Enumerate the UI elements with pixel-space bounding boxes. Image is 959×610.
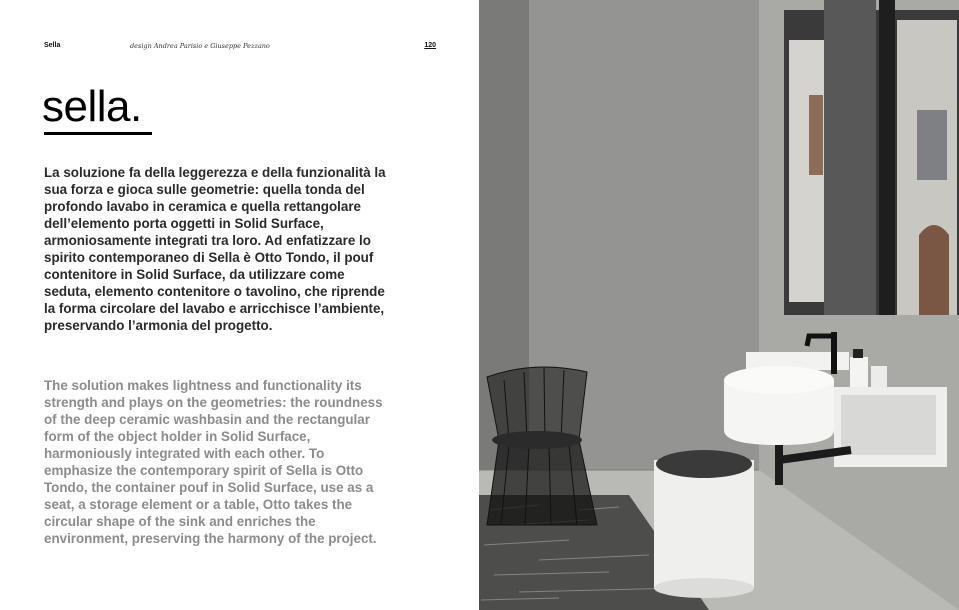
text-page <box>0 0 479 610</box>
reflected-window <box>917 110 947 180</box>
basin-rim <box>724 366 834 394</box>
article-title: sella. <box>42 82 142 131</box>
pouf-cushion <box>656 450 752 478</box>
otto-tondo-pouf <box>654 460 754 588</box>
page-number: 120 <box>424 42 436 49</box>
tooth-cup <box>871 366 887 388</box>
mirror-hinge-edge <box>879 0 895 315</box>
mirror-door <box>824 0 876 315</box>
object-holder-inner <box>841 395 936 455</box>
design-credit: design Andrea Parisio e Giuseppe Pezzano <box>130 42 270 50</box>
dispenser-pump <box>853 349 863 358</box>
bathroom-illustration <box>479 0 959 610</box>
running-header <box>44 42 436 54</box>
english-paragraph: The solution makes lightness and functionality its strength and plays on the geometries: the roundness of the deep ceramic washbasin and the rectangular form of the object holder in Solid Surface, harmoniously integrated with each other. To emphasize the contemporary spirit of Sella is Otto Tondo, the container pouf in Solid Surface, use as a seat, a storage element or a table, Otto takes the circular shape of the sink and enriches the environment, preserving the harmony of the project. <box>44 378 383 546</box>
bathroom-photo <box>479 0 959 610</box>
italian-paragraph: La soluzione fa della leggerezza e della funzionalità la sua forza e gioca sulle geometrie: quella tonda del profondo lavabo in ceramica e quella rettangolare dell’elemento porta oggetti in Solid Surface, armoniosamente integrati tra loro. Ad enfatizzare lo spirito contemporaneo di Sella è Otto Tondo, il pouf contenitore in Solid Surface, da utilizzare come seduta, elemento contenitore o tavolino, che riprende la forma circolare del lavabo e arricchisce l’ambiente, preservando l’armonia del progetto. <box>44 165 386 333</box>
section-name: Sella <box>44 42 61 49</box>
reflected-shutter <box>809 95 823 175</box>
chair-seat <box>492 431 582 449</box>
soap-dispenser <box>850 357 868 387</box>
title-underline <box>44 132 152 135</box>
reflected-door <box>919 225 949 315</box>
pouf-base <box>654 578 754 598</box>
